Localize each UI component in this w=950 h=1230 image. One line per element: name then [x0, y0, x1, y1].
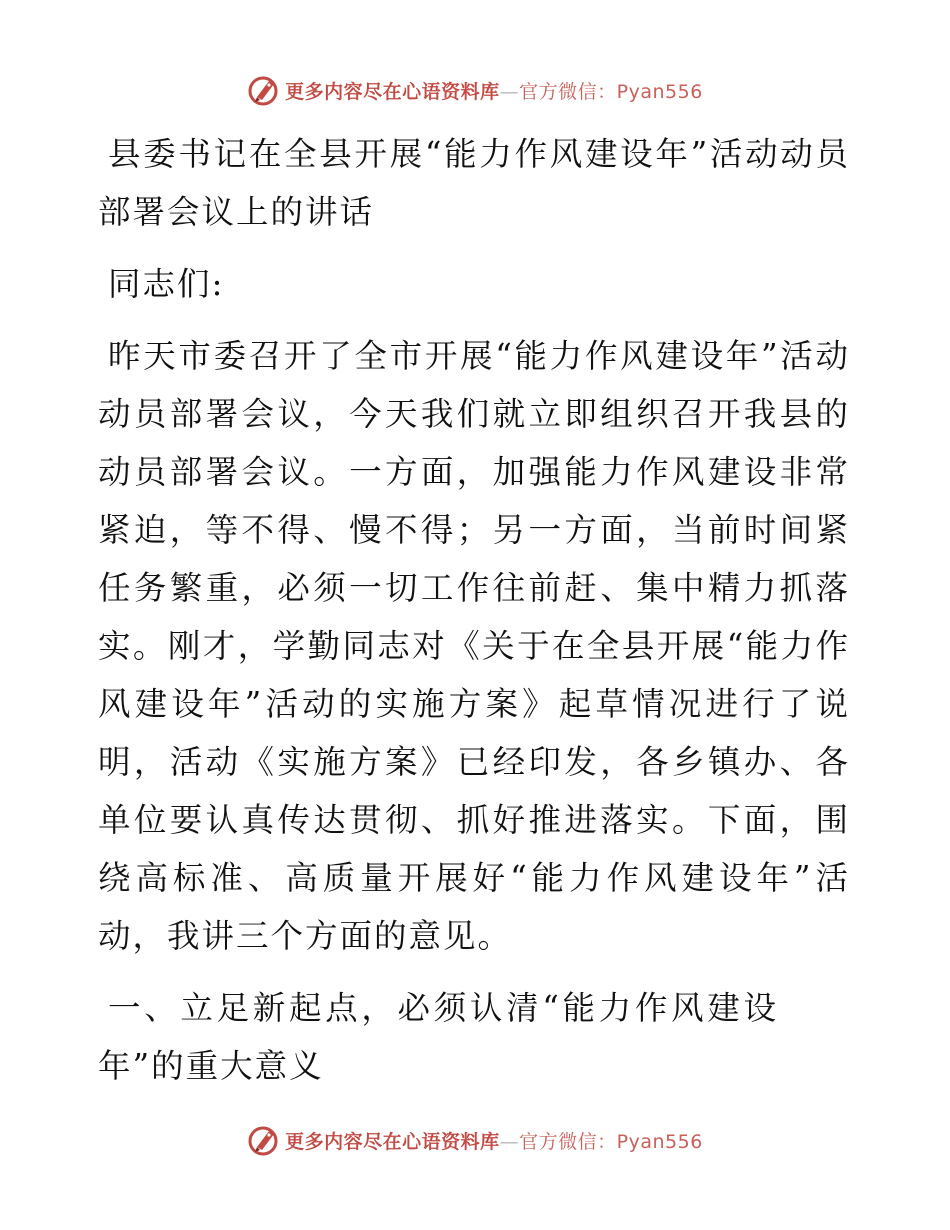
pen-nib-circle-icon	[247, 73, 281, 107]
greeting: 同志们:	[108, 265, 225, 303]
watermark-text	[285, 1127, 703, 1154]
watermark-wechat: 官方微信：Pyan556	[519, 1130, 703, 1153]
watermark-separator: —	[499, 80, 520, 103]
paragraph-1: 昨天市委召开了全市开展“能力作风建设年”活动动员部署会议，今天我们就立即组织召开我县的动员部署会议。一方面，加强能力作风建设非常紧迫，等不得、慢不得；另一方面，当前时间紧任务繁重，必须一切工作往前赶、集中精力抓落实。刚才，学勤同志对《关于在全县开展“能力作风建设年”活动的实施方案》起草情况进行了说明，活动《实施方案》已经印发，各乡镇办、各单位要认真传达贯彻、抓好推进落实。下面，围绕高标准、高质量开展好“能力作风建设年”活动，我讲三个方面的意见。	[98, 337, 850, 955]
document-title: 县委书记在全县开展“能力作风建设年”活动动员部署会议上的讲话	[98, 135, 850, 231]
footer-watermark	[0, 1120, 950, 1160]
header-watermark	[0, 70, 950, 110]
section-1-heading: 一、立足新起点，必须认清“能力作风建设年”的重大意义	[98, 989, 778, 1085]
watermark-brand: 更多内容尽在心语资料库	[285, 80, 500, 103]
watermark-text	[285, 77, 703, 104]
watermark-separator: —	[499, 1130, 520, 1153]
watermark-wechat: 官方微信：Pyan556	[519, 80, 703, 103]
pen-nib-circle-icon	[247, 1123, 281, 1157]
watermark-brand: 更多内容尽在心语资料库	[285, 1130, 500, 1153]
document-body	[98, 125, 850, 1095]
